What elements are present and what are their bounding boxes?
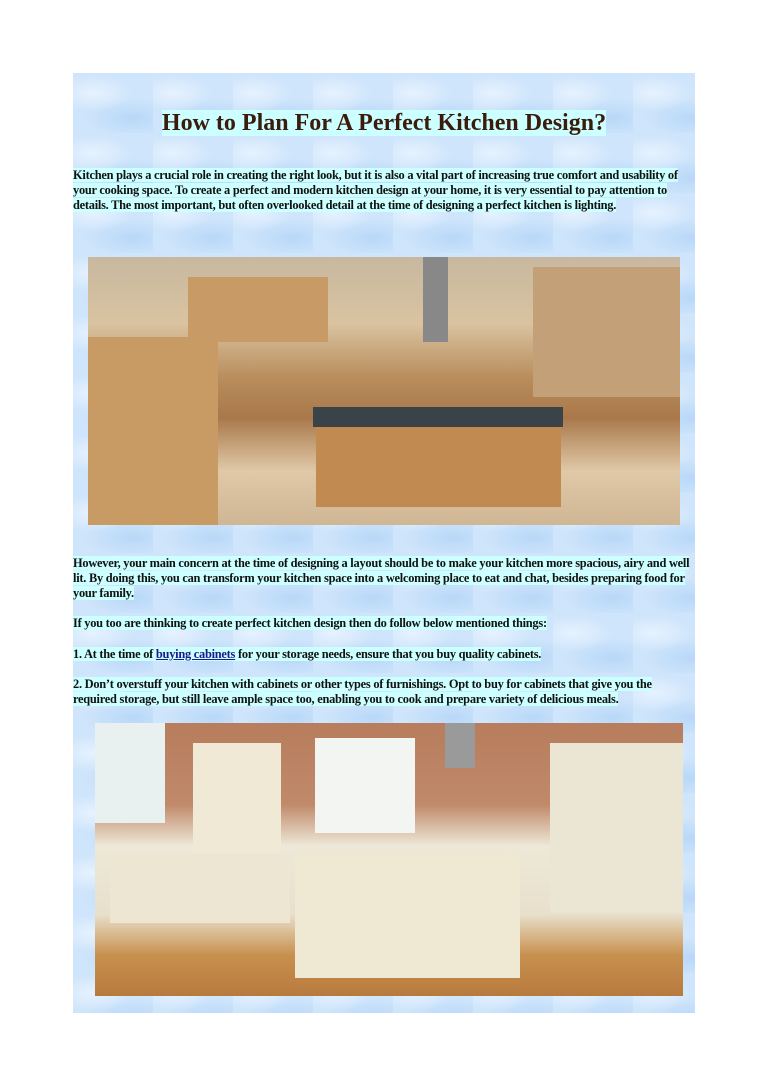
kitchen-photo-wood bbox=[88, 257, 680, 525]
kitchen-photo-cream bbox=[95, 723, 683, 996]
intro-list-paragraph: If you too are thinking to create perfect kitchen design then do follow below mentioned things: bbox=[73, 616, 547, 630]
list-item-2: 2. Don’t overstuff your kitchen with cabinets or other types of furnishings. Opt to buy for cabinets that give you the required storage, but still leave ample space too, enabling you to cook and prepare variety of delicious meals. bbox=[73, 677, 652, 706]
buying-cabinets-link[interactable]: buying cabinets bbox=[155, 647, 236, 661]
layout-paragraph: However, your main concern at the time of designing a layout should be to make your kitchen more spacious, airy and well lit. By doing this, you can transform your kitchen space into a welcoming place to eat and chat, besides preparing food for your family. bbox=[73, 556, 690, 600]
intro-paragraph: Kitchen plays a crucial role in creating the right look, but it is also a vital part of increasing true comfort and usability of your cooking space. To create a perfect and modern kitchen design at your home, it is very essential to pay attention to details. The most important, but often overlooked detail at the time of designing a perfect kitchen is lighting. bbox=[73, 168, 678, 212]
list-item-1: 1. At the time of buying cabinets for your storage needs, ensure that you buy quality cabinets. bbox=[73, 647, 542, 661]
page-title: How to Plan For A Perfect Kitchen Design? bbox=[161, 110, 607, 136]
document-page bbox=[73, 73, 695, 1013]
